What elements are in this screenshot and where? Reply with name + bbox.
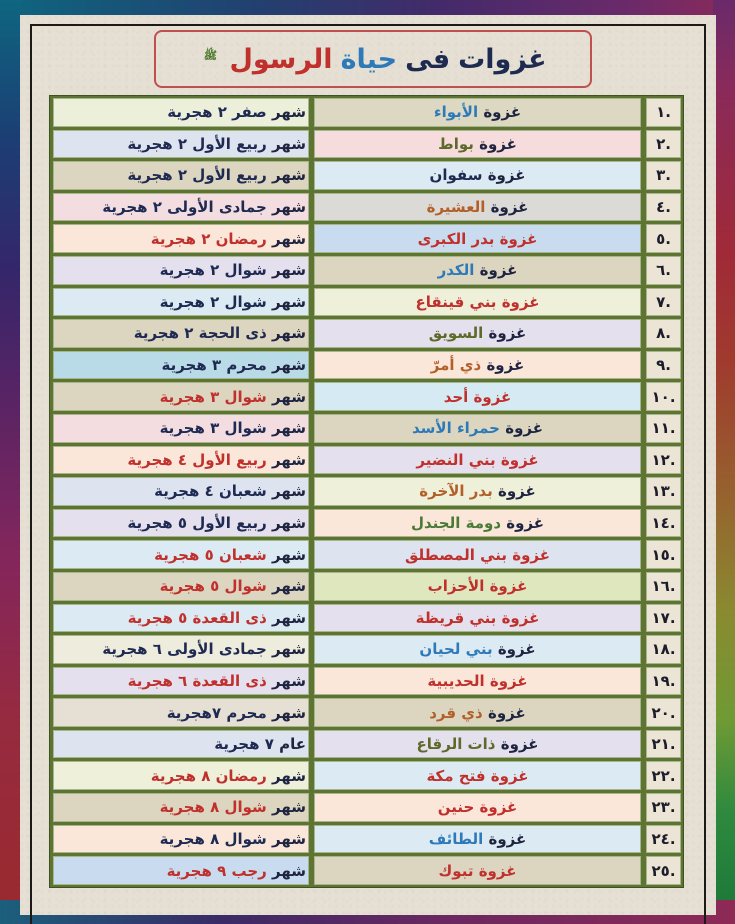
ghazwa-name: الكدر: [437, 261, 475, 280]
title-word-hayat: حياة: [340, 43, 398, 75]
row-number: .٢٤: [646, 825, 681, 854]
spacer: [468, 388, 473, 406]
ghazwa-date-cell: [53, 572, 309, 601]
ghazwa-prefix: غزوة: [488, 324, 527, 343]
table-row: [52, 193, 681, 222]
spacer: [483, 324, 488, 342]
table-row: [52, 856, 681, 885]
ghazwa-date-cell: [53, 477, 309, 506]
date-prefix: شهر: [272, 798, 306, 817]
ghazwa-prefix: غزوة: [499, 229, 538, 248]
title-word-ghazawat: غزوات: [458, 43, 547, 75]
table-row: [52, 351, 681, 380]
ghazwa-name: ذات الرقاع: [416, 735, 496, 754]
ghazwa-prefix: غزوة: [500, 450, 539, 469]
ghazwa-name-cell: [314, 730, 641, 759]
ghazwa-name-cell: [314, 509, 641, 538]
spacer: [267, 609, 272, 627]
ghazwa-name-cell: [314, 224, 641, 253]
spacer: [483, 830, 488, 848]
ghazwa-prefix: غزوة: [490, 198, 529, 217]
ghazwa-name: بني النضير: [416, 450, 496, 469]
table-row: [52, 540, 681, 569]
spacer: [267, 830, 272, 848]
ghazwa-date-cell: [53, 382, 309, 411]
date-value: شوال ٨ هجرية: [159, 798, 267, 817]
row-number: .١٦: [646, 572, 681, 601]
spacer: [496, 609, 501, 627]
ghazwa-date-cell: [53, 667, 309, 696]
table-row: [52, 604, 681, 633]
ghazwa-date-cell: [53, 130, 309, 159]
spacer: [267, 166, 272, 184]
spacer: [267, 103, 272, 121]
ghazwa-name-cell: [314, 288, 641, 317]
spacer: [267, 482, 272, 500]
ghazwa-name: حنين: [437, 798, 475, 817]
gradient-frame-right: [713, 0, 735, 900]
ghazwa-name-cell: [314, 382, 641, 411]
ghazwa-name: دومة الجندل: [411, 514, 502, 533]
spacer: [501, 514, 506, 532]
date-prefix: شهر: [272, 166, 306, 185]
ghazwa-prefix: غزوة: [479, 261, 518, 280]
ghazwa-name-cell: [314, 98, 641, 127]
date-value: شوال ٢ هجرية: [159, 292, 267, 311]
spacer: [494, 230, 499, 248]
date-value: رجب ٩ هجرية: [166, 861, 267, 880]
ghazwa-prefix: غزوة: [489, 671, 528, 690]
ghazwa-name: الحديبية: [427, 671, 485, 690]
table-row: [52, 130, 681, 159]
ghazwa-name: بدر الكبرى: [417, 229, 495, 248]
row-number: .٨: [646, 319, 681, 348]
ghazwa-prefix: غزوة: [497, 482, 536, 501]
spacer: [267, 546, 272, 564]
ghazwa-date-cell: [53, 698, 309, 727]
row-number: .١: [646, 98, 681, 127]
ghazwa-name-cell: [314, 161, 641, 190]
ghazwa-prefix: غزوة: [488, 703, 526, 722]
ghazwa-name-cell: [314, 414, 641, 443]
ghazwa-date-cell: [53, 761, 309, 790]
ghazwa-date-cell: [53, 446, 309, 475]
ghazwa-prefix: غزوة: [490, 766, 529, 785]
ghazwa-name: تبوك: [438, 861, 474, 880]
date-value: محرم ٣ هجرية: [161, 356, 267, 375]
ghazwa-name-cell: [314, 761, 641, 790]
ghazwa-name: بني لحيان: [419, 640, 493, 659]
ghazwa-name: أحد: [443, 387, 469, 406]
ghazwa-prefix: غزوة: [488, 829, 527, 848]
table-row: [52, 382, 681, 411]
date-prefix: شهر: [272, 829, 306, 848]
date-value: شوال ٣ هجرية: [159, 419, 267, 438]
date-value: ربيع الأول ٥ هجرية: [127, 514, 267, 533]
ghazwa-date-cell: [53, 319, 309, 348]
ghazwa-prefix: غزوة: [497, 640, 536, 659]
table-row: [52, 477, 681, 506]
ghazwa-name: بواط: [438, 134, 474, 153]
ghazwa-date-cell: [53, 98, 309, 127]
date-prefix: شهر: [272, 419, 306, 438]
spacer: [267, 356, 272, 374]
row-number: .١٥: [646, 540, 681, 569]
spacer: [267, 514, 272, 532]
date-value: ربيع الأول ٢ هجرية: [127, 166, 267, 185]
date-prefix: شهر: [272, 198, 306, 217]
ghazwa-name-cell: [314, 635, 641, 664]
ghazwa-name-cell: [314, 193, 641, 222]
ghazwa-name-cell: [314, 667, 641, 696]
row-number: .٢٢: [646, 761, 681, 790]
row-number: .٥: [646, 224, 681, 253]
date-prefix: شهر: [272, 482, 306, 501]
spacer: [267, 388, 272, 406]
spacer: [267, 704, 272, 722]
ghazwa-date-cell: [53, 540, 309, 569]
ghazwa-name-cell: [314, 698, 641, 727]
ghazwa-prefix: غزوة: [478, 861, 517, 880]
date-prefix: شهر: [272, 577, 306, 596]
ghazwa-name-cell: [314, 130, 641, 159]
ghazwa-date-cell: [53, 351, 309, 380]
date-prefix: عام: [279, 735, 306, 754]
spacer: [267, 451, 272, 469]
ghazwa-prefix: غزوة: [479, 798, 518, 817]
date-value: صفر ٢ هجرية: [167, 103, 267, 122]
ghazwa-date-cell: [53, 224, 309, 253]
ghazwa-name-cell: [314, 351, 641, 380]
table-row: [52, 288, 681, 317]
spacer: [267, 862, 272, 880]
date-prefix: شهر: [272, 387, 306, 406]
spacer: [500, 419, 505, 437]
ghazwa-prefix: غزوة: [505, 419, 543, 438]
date-prefix: شهر: [272, 608, 306, 627]
spacer: [486, 767, 491, 785]
date-value: ربيع الأول ٢ هجرية: [127, 134, 267, 153]
ghazwa-prefix: غزوة: [501, 608, 540, 627]
ghazwa-name-cell: [314, 319, 641, 348]
date-value: ذى الحجة ٢ هجرية: [133, 324, 267, 343]
title-word-fi: فى: [405, 43, 451, 75]
spacer: [485, 672, 490, 690]
date-prefix: شهر: [272, 861, 306, 880]
ghazwa-name-cell: [314, 572, 641, 601]
ghazwa-prefix: غزوة: [501, 292, 540, 311]
date-value: رمضان ٨ هجرية: [150, 766, 267, 785]
row-number: .٦: [646, 256, 681, 285]
ghazwa-name: بني المصطلق: [404, 545, 508, 564]
date-value: محرم ٧هجرية: [166, 703, 267, 722]
ghazwa-name-cell: [314, 256, 641, 285]
ghazwa-date-cell: [53, 414, 309, 443]
spacer: [267, 324, 272, 342]
date-value: ذى القعدة ٥ هجرية: [127, 608, 267, 627]
table-row: [52, 256, 681, 285]
row-number: .٩: [646, 351, 681, 380]
row-number: .١٠: [646, 382, 681, 411]
date-prefix: شهر: [272, 640, 306, 659]
table-row: [52, 793, 681, 822]
ghazwa-name: ذي أمرّ: [430, 356, 482, 375]
ghazwa-name: بني قينقاع: [415, 292, 497, 311]
ghazwa-prefix: غزوة: [512, 545, 551, 564]
table-row: [52, 667, 681, 696]
date-prefix: شهر: [272, 229, 306, 248]
date-value: شوال ٢ هجرية: [159, 261, 267, 280]
ghazwa-name-cell: [314, 825, 641, 854]
table-row: [52, 635, 681, 664]
ghazwa-date-cell: [53, 193, 309, 222]
row-number: .١٢: [646, 446, 681, 475]
ghazwa-prefix: غزوة: [486, 356, 525, 375]
row-number: .٤: [646, 193, 681, 222]
ghazwa-prefix: غزوة: [479, 134, 517, 153]
date-prefix: شهر: [272, 261, 306, 280]
spacer: [267, 798, 272, 816]
spacer: [474, 135, 479, 153]
title-word-rasul: الرسول: [229, 43, 333, 75]
ghazwa-date-cell: [53, 730, 309, 759]
ghazwa-name: الطائف: [428, 829, 484, 848]
spacer: [274, 735, 279, 753]
date-prefix: شهر: [272, 514, 306, 533]
spacer: [485, 198, 490, 216]
gradient-frame-left: [0, 0, 22, 900]
ghazwa-date-cell: [53, 256, 309, 285]
date-prefix: شهر: [272, 703, 306, 722]
row-number: .١٤: [646, 509, 681, 538]
table-row: [52, 761, 681, 790]
table-row: [52, 572, 681, 601]
date-prefix: شهر: [272, 450, 306, 469]
ghazwa-date-cell: [53, 161, 309, 190]
spacer: [496, 451, 501, 469]
ghazwa-prefix: غزوة: [473, 387, 512, 406]
gradient-frame-top: [0, 0, 735, 16]
date-prefix: شهر: [272, 356, 306, 375]
spacer: [495, 735, 500, 753]
spacer: [483, 704, 488, 722]
spacer: [267, 293, 272, 311]
date-prefix: شهر: [272, 134, 306, 153]
date-prefix: شهر: [272, 292, 306, 311]
row-number: .١٣: [646, 477, 681, 506]
spacer: [493, 482, 498, 500]
date-value: شوال ٨ هجرية: [159, 829, 267, 848]
row-number: .١١: [646, 414, 681, 443]
ghazwa-prefix: غزوة: [506, 514, 545, 533]
ghazwa-name: سفوان: [429, 166, 483, 185]
table-row: [52, 319, 681, 348]
ghazwa-prefix: غزوة: [483, 103, 522, 122]
ghazwa-prefix: غزوة: [500, 735, 539, 754]
date-prefix: شهر: [272, 671, 306, 690]
ghazwa-prefix: غزوة: [489, 577, 528, 596]
ghazwa-name: السويق: [428, 324, 484, 343]
spacer: [474, 261, 479, 279]
row-number: .٢٣: [646, 793, 681, 822]
date-value: جمادى الأولى ٢ هجرية: [102, 198, 267, 217]
spacer: [482, 166, 487, 184]
table-row: [52, 98, 681, 127]
ghazwa-date-cell: [53, 825, 309, 854]
ghazawat-table: [49, 95, 684, 888]
ghazwa-name-cell: [314, 477, 641, 506]
row-number: .٢: [646, 130, 681, 159]
date-value: شوال ٥ هجرية: [159, 577, 267, 596]
spacer: [473, 862, 478, 880]
date-prefix: شهر: [272, 766, 306, 785]
spacer: [474, 798, 479, 816]
row-number: .٧: [646, 288, 681, 317]
date-value: ذى القعدة ٦ هجرية: [127, 671, 267, 690]
row-number: .١٨: [646, 635, 681, 664]
ghazwa-date-cell: [53, 604, 309, 633]
ghazwa-name: العشيرة: [426, 198, 486, 217]
ghazwa-date-cell: [53, 793, 309, 822]
ghazwa-name: ذي قرد: [429, 703, 483, 722]
spacer: [496, 293, 501, 311]
ghazwa-prefix: غزوة: [487, 166, 526, 185]
spacer: [267, 261, 272, 279]
spacer: [267, 577, 272, 595]
ghazwa-name: بني قريظة: [415, 608, 497, 627]
spacer: [507, 546, 512, 564]
spacer: [267, 419, 272, 437]
page-title: [154, 30, 592, 88]
date-value: ربيع الأول ٤ هجرية: [127, 450, 267, 469]
ghazwa-name-cell: [314, 540, 641, 569]
spacer: [493, 640, 498, 658]
ghazwa-name-cell: [314, 856, 641, 885]
row-number: .١٧: [646, 604, 681, 633]
table-row: [52, 161, 681, 190]
ghazwa-name: الأبواء: [433, 103, 479, 122]
row-number: .١٩: [646, 667, 681, 696]
ghazwa-name: الأحزاب: [427, 577, 485, 596]
salawat-icon: ﷺ: [203, 48, 218, 62]
date-prefix: شهر: [272, 545, 306, 564]
table-row: [52, 509, 681, 538]
spacer: [267, 230, 272, 248]
date-value: ٧ هجرية: [214, 735, 274, 754]
ghazwa-name-cell: [314, 446, 641, 475]
ghazwa-date-cell: [53, 635, 309, 664]
ghazwa-name-cell: [314, 793, 641, 822]
spacer: [481, 356, 486, 374]
date-value: جمادى الأولى ٦ هجرية: [102, 640, 267, 659]
date-prefix: شهر: [272, 103, 306, 122]
ghazwa-name: حمراء الأسد: [412, 419, 500, 438]
date-value: شوال ٣ هجرية: [159, 387, 267, 406]
spacer: [267, 135, 272, 153]
spacer: [478, 103, 483, 121]
row-number: .٢٠: [646, 698, 681, 727]
spacer: [267, 640, 272, 658]
table-row: [52, 224, 681, 253]
date-prefix: شهر: [272, 324, 306, 343]
ghazwa-name-cell: [314, 604, 641, 633]
table-row: [52, 414, 681, 443]
ghazwa-name: فتح مكة: [426, 766, 486, 785]
ghazwa-date-cell: [53, 288, 309, 317]
ghazwa-name: بدر الآخرة: [419, 482, 493, 501]
date-value: رمضان ٢ هجرية: [150, 229, 267, 248]
ghazwa-date-cell: [53, 856, 309, 885]
table-row: [52, 730, 681, 759]
spacer: [267, 767, 272, 785]
row-number: .٣: [646, 161, 681, 190]
table-row: [52, 446, 681, 475]
spacer: [484, 577, 489, 595]
date-value: شعبان ٥ هجرية: [154, 545, 267, 564]
spacer: [267, 672, 272, 690]
table-row: [52, 825, 681, 854]
date-value: شعبان ٤ هجرية: [154, 482, 267, 501]
table-row: [52, 698, 681, 727]
row-number: .٢١: [646, 730, 681, 759]
spacer: [267, 198, 272, 216]
row-number: .٢٥: [646, 856, 681, 885]
ghazwa-date-cell: [53, 509, 309, 538]
